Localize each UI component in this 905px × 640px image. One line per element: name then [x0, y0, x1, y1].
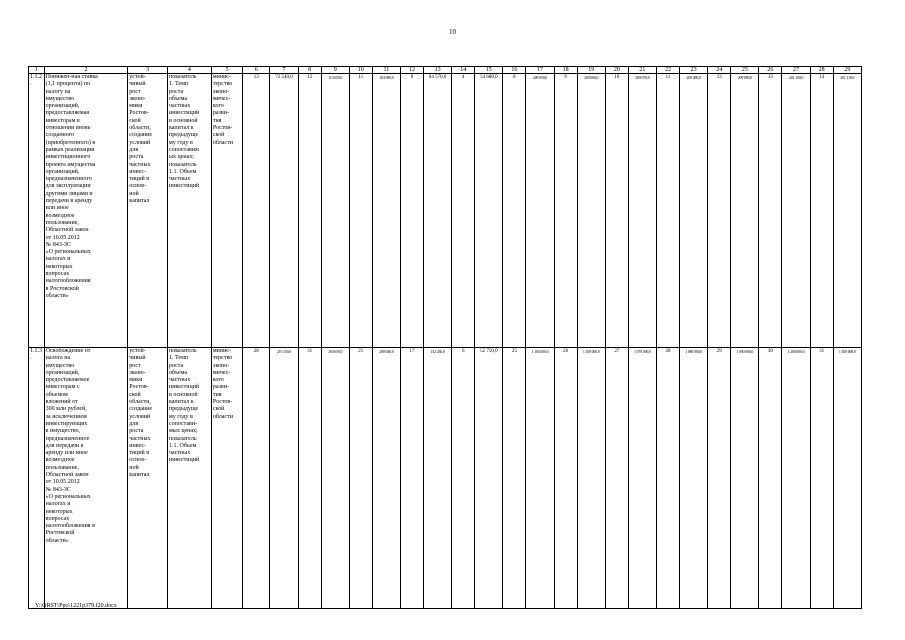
- value-cell: 11: [349, 74, 372, 348]
- value-cell: 1 200 000,0: [782, 348, 810, 609]
- header-row: [29, 67, 862, 74]
- column-number-cell: 7: [270, 67, 298, 74]
- column-number-cell: 18: [554, 67, 577, 74]
- value-cell: 21: [349, 348, 372, 609]
- column-number-cell: 1: [29, 67, 45, 74]
- column-number-cell: 3: [128, 67, 168, 74]
- row-number-cell: 1.1.2.: [29, 74, 45, 348]
- value-cell: 294 650,0: [321, 348, 349, 609]
- column-number-cell: 27: [782, 67, 810, 74]
- column-number-cell: 15: [475, 67, 503, 74]
- value-cell: 10: [605, 74, 628, 348]
- column-number-cell: 23: [680, 67, 708, 74]
- column-number-cell: 9: [321, 67, 349, 74]
- value-cell: 25: [503, 348, 526, 609]
- column-number-cell: 21: [628, 67, 656, 74]
- table-row: [29, 348, 862, 609]
- value-cell: 29: [708, 348, 731, 609]
- column-number-cell: 5: [211, 67, 242, 74]
- column-number-cell: 22: [657, 67, 680, 74]
- value-cell: 4: [452, 74, 475, 348]
- value-cell: 113 650,0: [321, 74, 349, 348]
- goal-cell: устой- чивый рост эконо- мики Ростов- ской области, создание условий для роста частных инвес- тиций в основ- ной капитал: [128, 348, 168, 609]
- value-cell: 1 070 000,0: [628, 348, 656, 609]
- table-row: [29, 74, 862, 348]
- tax-expenditure-table: [28, 66, 862, 609]
- column-number-cell: 14: [452, 67, 475, 74]
- column-number-cell: 17: [526, 67, 554, 74]
- value-cell: 84 570,0: [424, 74, 452, 348]
- value-cell: 28: [657, 348, 680, 609]
- value-cell: 209 050,0: [526, 74, 554, 348]
- value-cell: 31: [298, 348, 321, 609]
- row-number-cell: 1.1.3.: [29, 348, 45, 609]
- column-number-cell: 25: [731, 67, 759, 74]
- column-number-cell: 24: [708, 67, 731, 74]
- value-cell: 12: [708, 74, 731, 348]
- value-cell: 27: [605, 348, 628, 609]
- value-cell: 54 680,0: [475, 74, 503, 348]
- goal-cell: устой- чивый рост эконо- мики Ростов- ской области, создание условий для роста частных инвес- тиций в основ- ной капитал: [128, 74, 168, 348]
- column-number-cell: 10: [349, 67, 372, 74]
- value-cell: 152 430,0: [424, 348, 452, 609]
- value-cell: 1 100 000,0: [526, 348, 554, 609]
- value-cell: 9: [554, 74, 577, 348]
- value-cell: 209 080,0: [680, 74, 708, 348]
- value-cell: 72 540,0: [270, 74, 298, 348]
- column-number-cell: 11: [372, 67, 400, 74]
- curator-cell: минис- терство эконо- мичес- кого разви- тия Ростов- ской области: [211, 74, 242, 348]
- file-path-footer: Y:\ORST\Ppo\1221p379.f20.docx: [35, 603, 117, 609]
- column-number-cell: 6: [243, 67, 270, 74]
- value-cell: 13: [759, 74, 782, 348]
- value-cell: 209 070,0: [628, 74, 656, 348]
- page-number: 10: [449, 28, 456, 36]
- measure-name-cell: Понижен-ная ставка (1,1 процента) по налогу на имущество организаций, предоставляемая инвесторам в отношении вновь созданного (приобретенного) в рамках реализации инвестиционного проекта имущества организаций, предназначенного для эксплуатации другими лицами и передачи в аренду или иное возмездное пользование, Областной закон от 10.05.2012 № 843-ЗС «О региональных налогах и некоторых вопросах налогообложения в Ростовской области»: [44, 74, 128, 348]
- column-number-cell: 8: [298, 67, 321, 74]
- column-number-cell: 13: [424, 67, 452, 74]
- value-cell: 13: [243, 74, 270, 348]
- value-cell: 1 080 000,0: [680, 348, 708, 609]
- indicator-cell: показатель 1. Темп роста объема частных инвестиций в основной капитал к предыдуще му году в сопоставим ых ценах; показатель 1.1. Объем частных инвестиций: [167, 74, 211, 348]
- indicator-cell: показатель 1. Темп роста объема частных инвестиций в основной капитал к предыдуще му году в сопостави- мых ценах; показатель 1.1. Объем частных инвестиций: [167, 348, 211, 609]
- value-cell: 31: [810, 348, 833, 609]
- value-cell: 104 090,0: [372, 74, 400, 348]
- value-cell: 28: [243, 348, 270, 609]
- value-cell: 52 750,0: [475, 348, 503, 609]
- value-cell: 1 090 000,0: [731, 348, 759, 609]
- column-number-cell: 2: [44, 67, 128, 74]
- value-cell: 12: [298, 74, 321, 348]
- value-cell: 17: [401, 348, 424, 609]
- value-cell: 14: [810, 74, 833, 348]
- value-cell: 30: [759, 348, 782, 609]
- value-cell: 8: [503, 74, 526, 348]
- value-cell: 6: [452, 348, 475, 609]
- column-number-cell: 16: [503, 67, 526, 74]
- column-number-cell: 20: [605, 67, 628, 74]
- column-number-cell: 4: [167, 67, 211, 74]
- column-number-cell: 26: [759, 67, 782, 74]
- value-cell: 26: [554, 348, 577, 609]
- value-cell: 8: [401, 74, 424, 348]
- column-number-cell: 12: [401, 67, 424, 74]
- value-cell: 201 110,0: [833, 74, 861, 348]
- curator-cell: минис- терство эконо- мичес- кого разви- тия Ростов- ской области: [211, 348, 242, 609]
- value-cell: 288 040,0: [372, 348, 400, 609]
- value-cell: 1 100 000,0: [833, 348, 861, 609]
- column-number-cell: 29: [833, 67, 861, 74]
- value-cell: 11: [657, 74, 680, 348]
- value-cell: 209 090,0: [731, 74, 759, 348]
- value-cell: 210 150,0: [270, 348, 298, 609]
- value-cell: 1 100 000,0: [577, 348, 605, 609]
- column-number-cell: 28: [810, 67, 833, 74]
- column-number-cell: 19: [577, 67, 605, 74]
- value-cell: 209 060,0: [577, 74, 605, 348]
- measure-name-cell: Освобождение от налога на имущество организаций, предоставляемое инвесторам с объемом вложений от 300 млн рублей, за исключением инвестирующих в имущество, предназначенное для передачи в аренду или иное возмездное пользование, Областной закон от 10.05.2012 № 843-ЗС «О региональных налогах и некоторых вопросах налогообложения в Ростовской области»: [44, 348, 128, 609]
- value-cell: 201 100,0: [782, 74, 810, 348]
